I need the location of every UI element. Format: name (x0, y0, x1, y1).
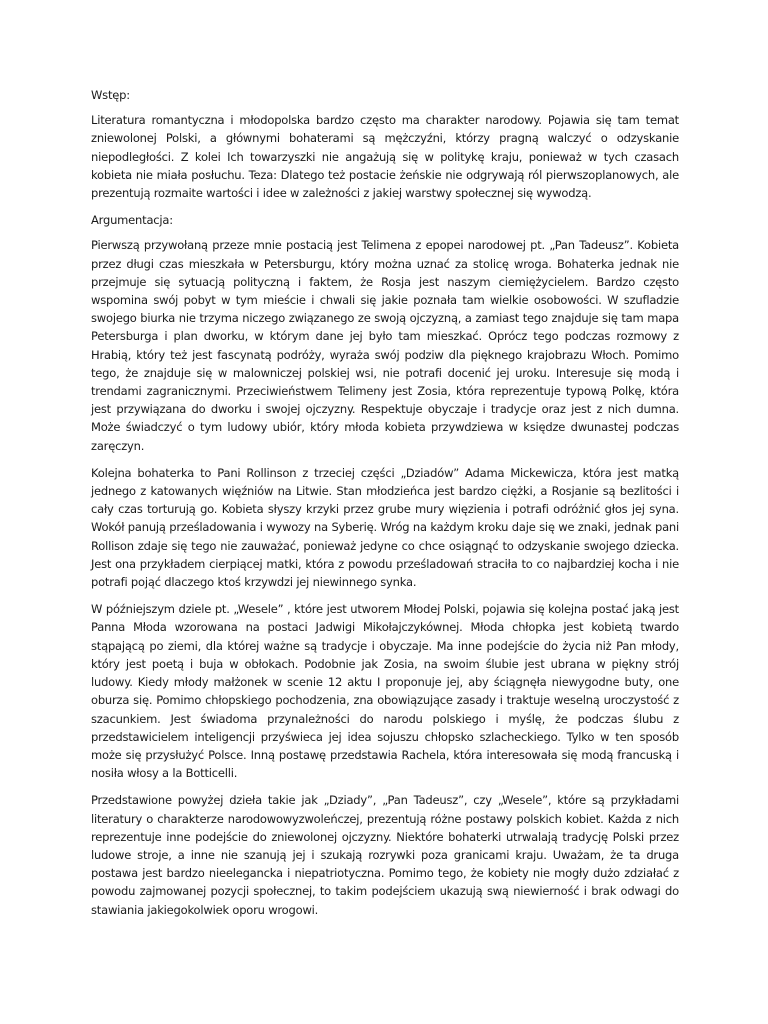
paragraph-rollison: Kolejna bohaterka to Pani Rollinson z trzeciej części „Dziadów” Adama Mickewicza, która jest matką jednego z katowanych więźniów na Litwie. Stan młodzieńca jest bardzo ciężki, a Rosjanie są bezlitości i cały czas torturują go. Kobieta słyszy krzyki przez grube mury więzienia i potrafi odróżnić głos jej syna. Wokół panują prześladowania i wywozy na Syberię. Wróg na każdym kroku daje się we znaki, jednak pani Rollison zdaje się tego nie zauważać, ponieważ jedyne co chce osiągnąć to odzyskanie swojego dziecka. Jest ona przykładem cierpiącej matki, która z powodu prześladowań straciła to co najbardziej kocha i nie potrafi pojąć dlaczego ktoś krzywdzi jej niewinnego synka. (91, 465, 679, 590)
paragraph-conclusion: Przedstawione powyżej dzieła takie jak „Dziady”, „Pan Tadeusz”, czy „Wesele”, które są przykładami literatury o charakterze narodowowyzwoleńczej, prezentują różne postawy polskich kobiet. Każda z nich reprezentuje inne podejście do zniewolonej ojczyzny. Niektóre bohaterki utrwalają tradycję Polski przez ludowe stroje, a inne nie szanują jej i szukają rozrywki poza granicami kraju. Uważam, że ta druga postawa jest bardzo nieelegancka i niepatriotyczna. Pomimo tego, że kobiety nie mogły dużo zdziałać z powodu zajmowanej pozycji społecznej, to takim podejściem ukazują swą niewierność i brak odwagi do stawiania jakiegokolwiek oporu wrogowi. (91, 793, 679, 917)
intro-heading: Wstęp: (91, 88, 130, 102)
paragraph-telimena: Pierwszą przywołaną przeze mnie postacią jest Telimena z epopei narodowej pt. „Pan Tadeusz”. Kobieta przez długi czas mieszkała w Petersburgu, który można uznać za stolicę wroga. Bohaterka jednak nie przejmuje się sytuacją polityczną i faktem, że Rosja jest naszym ciemiężycielem. Bardzo często wspomina swój pobyt w tym mieście i chwali się jakie poznała tam wielkie osobowości. W szufladzie swojego biurka nie trzyma niczego związanego ze swoją ojczyzną, a zamiast tego znajduje się tam mapa Petersburga i plan dworku, w którym dane jej było tam mieszkać. Oprócz tego podczas rozmowy z Hrabią, który też jest fascynatą podróży, wyraża swój podziw dla pięknego krajobrazu Włoch. Pomimo tego, że znajduje się w malowniczej polskiej wsi, nie potrafi docenić jej uroku. Interesuje się modą i trendami zagranicznymi. Przeciwieństwem Telimeny jest Zosia, która reprezentuje typową Polkę, która jest przywiązana do dworku i swojej ojczyzny. Respektuje obyczaje i tradycje oraz jest z nich dumna. Może świadczyć o tym ludowy ubiór, który młoda kobieta przywdziewa w księdze dwunastej podczas zaręczyn. (91, 238, 679, 453)
paragraph-panna-mloda: W późniejszym dziele pt. „Wesele” , które jest utworem Młodej Polski, pojawia się kolejna postać jaką jest Panna Młoda wzorowana na postaci Jadwigi Mikołajczykównej. Młoda chłopka jest kobietą twardo stąpającą po ziemi, dla której ważne są tradycje i obyczaje. Ma inne podejście do życia niż Pan młody, który jest poetą i buja w obłokach. Podobnie jak Zosia, na swoim ślubie jest ubrana w piękny strój ludowy. Kiedy młody małżonek w scenie 12 aktu I proponuje jej, aby ściągnęła niewygodne buty, one oburza się. Pomimo chłopskiego pochodzenia, zna obowiązujące zasady i traktuje weselną uroczystość z szacunkiem. Jest świadoma przynależności do narodu polskiego i myślę, że podczas ślubu z przedstawicielem inteligencji przyświeca jej idea sojuszu chłopsko szlacheckiego. Tylko w ten sposób może się przysłużyć Polsce. Inną postawę przedstawia Rachela, która interesowała się modą francuską i nosiła włosy a la Botticelli. (91, 602, 679, 781)
argument-heading: Argumentacja: (91, 213, 173, 228)
document-body (91, 86, 679, 928)
intro-paragraph: Literatura romantyczna i młodopolska bardzo często ma charakter narodowy. Pojawia się tam temat zniewolonej Polski, a głównymi bohaterami są mężczyźni, którzy pragną walczyć o odzyskanie niepodległości. Z kolei Ich towarzyszki nie angażują się w politykę kraju, ponieważ w tych czasach kobieta nie miała posłuchu. Teza: Dlatego też postacie żeńskie nie odgrywają ról pierwszoplanowych, ale prezentują rozmaite wartości i idee w zależności z jakiej warstwy społecznej się wywodzą. (91, 113, 679, 201)
